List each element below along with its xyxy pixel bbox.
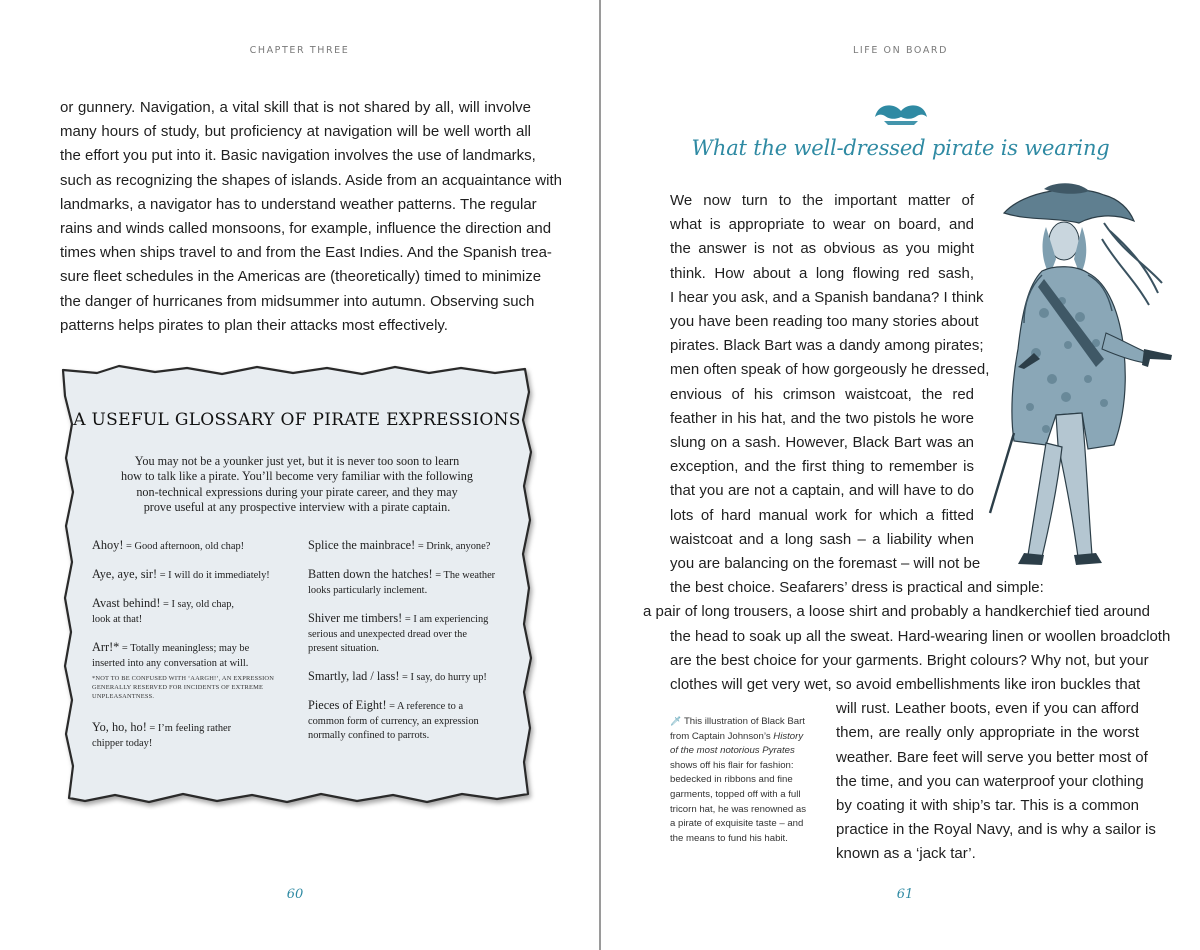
body-line: the time, and you can waterproof your clothing: [836, 772, 1144, 790]
glossary-intro-line: prove useful at any prospective interview with a pirate captain.: [143, 500, 451, 515]
glossary-title: A USEFUL GLOSSARY OF PIRATE EXPRESSIONS: [73, 410, 521, 430]
body-line: a pair of long trousers, a loose shirt and probably a handkerchief tied around: [643, 603, 1150, 621]
glossary-intro-line: You may not be a younker just yet, but it is never too soon to learn: [134, 454, 460, 468]
body-line: exception, and the first thing to remember is: [670, 458, 974, 476]
glossary-entry: [92, 596, 234, 627]
glossary-term: Ahoy!: [92, 538, 124, 552]
glossary-definition: normally confined to parrots.: [308, 730, 430, 742]
glossary-definition: present situation.: [308, 643, 379, 655]
body-line: We now turn to the important matter of: [670, 192, 974, 209]
body-line: weather. Bare feet will serve you better most of: [836, 748, 1148, 766]
caption-line: bedecked in ribbons and fine: [670, 774, 793, 786]
body-line: feather in his hat, and the two pistols he wore: [670, 409, 974, 427]
glossary-definition: inserted into any conversation at will.: [92, 657, 249, 669]
footnote-line: *NOT TO BE CONFUSED WITH ‘AARGH!’, AN EXPRESSION: [92, 675, 275, 682]
body-line: are the best choice for your garments. Bright colours? Why not, but your: [670, 651, 1149, 669]
glossary-entry: [92, 720, 231, 751]
caption-line: shows off his flair for fashion:: [670, 759, 794, 771]
body-line: clothes will get very wet, so avoid embellishments like iron buckles that: [670, 676, 1141, 693]
body-line: practice in the Royal Navy, and is why a sailor is: [836, 821, 1156, 839]
body-line: slung on a sash. However, Black Bart was an: [670, 434, 974, 451]
glossary-entry: [308, 698, 479, 744]
caption-book-title: of the most notorious Pyrates: [670, 745, 795, 757]
glossary-intro-line: non-technical expressions during your pirate career, and they may: [136, 484, 458, 499]
caption-line: garments, topped off with a full: [670, 788, 801, 800]
body-line: pirates. Black Bart was a dandy among pirates;: [670, 337, 984, 355]
body-line: you have been reading too many stories about: [670, 313, 979, 330]
glossary-entry: [308, 611, 488, 657]
caption-line: from Captain Johnson’s: [670, 730, 774, 742]
glossary-intro: [119, 454, 475, 516]
body-line: such as recognizing the shapes of islands. Aside from an acquaintance with: [60, 171, 562, 189]
dagger-icon: 🗡: [670, 716, 682, 726]
body-line: the danger of hurricanes from midsummer into autumn. Observing such: [60, 292, 535, 310]
page-number-right: 61: [896, 887, 914, 902]
body-line: that you are not a captain, and will have to do: [670, 482, 974, 500]
glossary-definition: = Drink, anyone?: [415, 541, 491, 552]
body-line: patterns helps pirates to plan their attacks most effectively.: [60, 316, 448, 334]
running-head-right: LIFE ON BOARD: [852, 45, 949, 56]
glossary-definition: serious and unexpected dread over the: [308, 628, 467, 640]
glossary-definition: = The weather: [432, 570, 496, 581]
body-line: envious of his crimson waistcoat, the red: [670, 385, 974, 403]
body-line: rains and winds called monsoons, for example, influence the direction and: [60, 220, 552, 238]
moustache-ornament-icon: [874, 104, 928, 126]
body-line: known as a ‘jack tar’.: [836, 845, 976, 863]
body-line: what is appropriate to wear on board, and: [670, 216, 974, 234]
body-line: will rust. Leather boots, even if you can afford: [836, 700, 1139, 718]
caption-line: This illustration of Black Bart: [683, 716, 805, 727]
glossary-term: Pieces of Eight!: [308, 698, 387, 712]
glossary-definition: look at that!: [92, 613, 143, 625]
body-line: times when ships travel to and from the East Indies. And the Spanish trea-: [60, 244, 552, 262]
glossary-entry: [308, 567, 495, 598]
footnote-line: UNPLEASANTNESS.: [92, 693, 155, 700]
section-title: What the well-dressed pirate is wearing: [691, 136, 1110, 160]
glossary-footnote: [92, 674, 274, 701]
glossary-term: Smartly, lad / lass!: [308, 669, 400, 683]
body-line: lots of hard manual work for which a fitted: [670, 506, 974, 524]
body-line: think. How about a long flowing red sash,: [670, 264, 974, 282]
body-line: or gunnery. Navigation, a vital skill that is not shared by all, will involve: [60, 99, 531, 116]
glossary-term: Shiver me timbers!: [308, 611, 403, 625]
body-line: many hours of study, but proficiency at navigation will be well worth all: [60, 123, 531, 141]
running-head-left: CHAPTER THREE: [249, 45, 350, 56]
body-line: them, are really only appropriate in the worst: [836, 724, 1139, 742]
body-line: men often speak of how gorgeously he dressed,: [670, 361, 990, 379]
footnote-line: GENERALLY RESERVED FOR INCIDENTS OF EXTREME: [92, 684, 264, 691]
glossary-term: Arr!*: [92, 640, 120, 654]
black-bart-engraving: [984, 183, 1174, 593]
glossary-definition: = I’m feeling rather: [146, 723, 232, 734]
illustration-caption: [670, 714, 820, 846]
body-line: the head to soak up all the sweat. Hard-wearing linen or woollen broadcloth: [670, 627, 1171, 645]
glossary-term: Avast behind!: [92, 596, 161, 610]
glossary-term: Aye, aye, sir!: [92, 567, 158, 581]
glossary-entry: [92, 538, 244, 555]
glossary-entry: [92, 567, 270, 584]
glossary-term: Splice the mainbrace!: [308, 538, 416, 552]
glossary-entry: [308, 669, 487, 686]
body-line: waistcoat and a long sash – a liability when: [670, 530, 974, 548]
glossary-definition: = I will do it immediately!: [157, 570, 270, 581]
glossary-definition: chipper today!: [92, 737, 153, 749]
body-line: I hear you ask, and a Spanish bandana? I think: [670, 288, 984, 306]
glossary-definition: looks particularly inclement.: [308, 584, 428, 596]
body-line: by coating it with ship’s tar. This is a common: [836, 797, 1139, 814]
caption-book-title: History: [773, 730, 804, 742]
glossary-definition: common form of currency, an expression: [308, 715, 479, 727]
glossary-definition: = Good afternoon, old chap!: [123, 541, 245, 552]
body-line: the answer is not as obvious as you might: [670, 240, 974, 258]
caption-line: tricorn hat, he was renowned as: [670, 803, 806, 815]
body-line: the effort you put into it. Basic navigation involves the use of landmarks,: [60, 147, 536, 165]
glossary-entry: [308, 538, 490, 555]
page-number-left: 60: [286, 887, 304, 902]
glossary-term: Batten down the hatches!: [308, 567, 433, 581]
caption-line: the means to fund his habit.: [670, 832, 788, 844]
body-line: the best choice. Seafarers’ dress is practical and simple:: [670, 579, 1044, 597]
glossary-definition: = Totally meaningless; may be: [119, 643, 250, 654]
left-body-text: [60, 96, 562, 338]
glossary-parchment: [57, 362, 537, 810]
caption-line: a pirate of exquisite taste – and: [670, 818, 804, 830]
glossary-intro-line: how to talk like a pirate. You’ll become very familiar with the following: [120, 469, 473, 484]
glossary-definition: = I am experiencing: [402, 614, 489, 625]
glossary-term: Yo, ho, ho!: [92, 720, 147, 734]
right-page: [601, 0, 1200, 950]
glossary-definition: = I say, old chap,: [160, 599, 234, 610]
glossary-definition: = A reference to a: [386, 701, 464, 712]
body-line: sure fleet schedules in the Americas are (theoretically) timed to minimize: [60, 268, 542, 286]
glossary-entry: [92, 640, 249, 671]
body-line: landmarks, a navigator has to understand weather patterns. The regular: [60, 195, 537, 213]
left-page: [0, 0, 599, 950]
glossary-definition: = I say, do hurry up!: [399, 672, 487, 683]
body-line: you are balancing on the foremast – will not be: [670, 555, 981, 572]
